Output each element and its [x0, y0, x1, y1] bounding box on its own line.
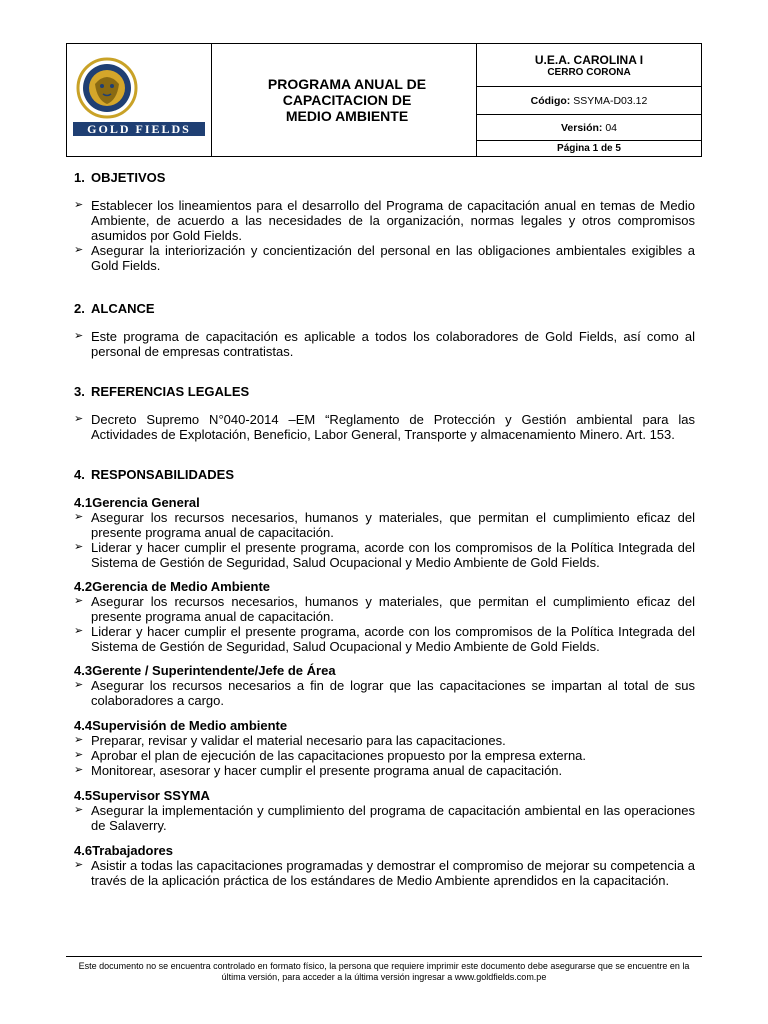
document-info [476, 44, 701, 156]
arrow-bullet-icon: ➢ [74, 625, 84, 637]
arrow-bullet-icon: ➢ [74, 595, 84, 607]
logo-cell [67, 44, 212, 156]
page-number: Página 1 de 5 [557, 143, 621, 154]
unit-name: U.E.A. CAROLINA I [534, 52, 644, 67]
arrow-bullet-icon: ➢ [74, 734, 84, 746]
document-header [66, 43, 702, 157]
title-line-1: PROGRAMA ANUAL DE CAPACITACION DE [267, 76, 427, 108]
list-item: ➢ Asistir a todas las capacitaciones programadas y demostrar el compromiso de mejorar su competencia a través de la aplicación práctica de los estándares de Medio Ambiente aprendidos en la capacitación. [74, 858, 695, 888]
site-name: CERRO CORONA [547, 66, 631, 78]
arrow-bullet-icon: ➢ [74, 804, 84, 816]
list-item: ➢ Liderar y hacer cumplir el presente programa, acorde con los compromisos de la Política Integrada del Sistema de Gestión de Seguridad, Salud Ocupacional y Medio Ambiente de Gold Fields. [74, 624, 695, 654]
list-item: ➢ Asegurar los recursos necesarios a fin de lograr que las capacitaciones se impartan al total de sus colaboradores a cargo. [74, 678, 695, 708]
arrow-bullet-icon: ➢ [74, 511, 84, 523]
subsection-title: 4.6Trabajadores [74, 843, 174, 858]
code-row [477, 87, 701, 115]
list-item: ➢ Decreto Supremo N°040-2014 –EM “Reglamento de Protección y Gestión ambiental para las Actividades de Explotación, Beneficio, Labor General, Transporte y almacenamiento Minero. Art. 153. [74, 412, 695, 442]
unit-row [477, 44, 701, 87]
code-value: SSYMA-D03.12 [573, 94, 648, 107]
list-item: ➢ Asegurar los recursos necesarios, humanos y materiales, que permitan el cumplimiento eficaz del presente programa anual de capacitación. [74, 594, 695, 624]
arrow-bullet-icon: ➢ [74, 330, 84, 342]
list-item: ➢ Preparar, revisar y validar el material necesario para las capacitaciones. [74, 733, 506, 748]
list-item: ➢ Establecer los lineamientos para el desarrollo del Programa de capacitación anual en temas de Medio Ambiente, de acuerdo a las necesidades de la organización, normas legales y otros compromisos asumidos por Gold Fields. [74, 198, 695, 243]
arrow-bullet-icon: ➢ [74, 859, 84, 871]
list-item: ➢ Asegurar la interiorización y concientización del personal en las obligaciones ambientales exigibles a Gold Fields. [74, 243, 695, 273]
version-row [477, 115, 701, 141]
document-body [74, 170, 695, 888]
list-item: ➢ Aprobar el plan de ejecución de las capacitaciones propuesto por la empresa externa. [74, 748, 587, 763]
arrow-bullet-icon: ➢ [74, 749, 84, 761]
version-label: Versión: [560, 121, 603, 134]
arrow-bullet-icon: ➢ [74, 541, 84, 553]
subsection-title: 4.5Supervisor SSYMA [74, 788, 210, 803]
page-row [477, 141, 701, 156]
section-title: 1. OBJETIVOS [74, 170, 166, 185]
arrow-bullet-icon: ➢ [74, 199, 84, 211]
list-item: ➢ Monitorear, asesorar y hacer cumplir el presente programa anual de capacitación. [74, 763, 563, 778]
document-footer [66, 956, 702, 983]
subsection-title: 4.3Gerente / Superintendente/Jefe de Área [74, 663, 336, 678]
list-item: ➢ Liderar y hacer cumplir el presente programa, acorde con los compromisos de la Política Integrada del Sistema de Gestión de Seguridad, Salud Ocupacional y Medio Ambiente de Gold Fields. [74, 540, 695, 570]
subsection-title: 4.1Gerencia General [74, 495, 200, 510]
list-item: ➢ Asegurar la implementación y cumplimiento del programa de capacitación ambiental en las operaciones de Salaverry. [74, 803, 695, 833]
subsection-title: 4.4Supervisión de Medio ambiente [74, 718, 288, 733]
arrow-bullet-icon: ➢ [74, 413, 84, 425]
document-title [212, 44, 476, 156]
subsection-title: 4.2Gerencia de Medio Ambiente [74, 579, 271, 594]
code-label: Código: [530, 94, 571, 107]
arrow-bullet-icon: ➢ [74, 679, 84, 691]
version-value: 04 [605, 121, 618, 134]
list-item: ➢ Este programa de capacitación es aplicable a todos los colaboradores de Gold Fields, así como al personal de empresas contratistas. [74, 329, 695, 359]
footer-line-2: última versión, para acceder a la última versión ingresar a www.goldfields.com.pe [221, 972, 547, 982]
arrow-bullet-icon: ➢ [74, 764, 84, 776]
footer-line-1: Este documento no se encuentra controlado en formato físico, la persona que requiere imprimir este documento debe asegurarse que se encuentre en la [78, 961, 690, 971]
section-title: 4. RESPONSABILIDADES [74, 467, 235, 482]
section-title: 2. ALCANCE [74, 301, 155, 316]
section-title: 3. REFERENCIAS LEGALES [74, 384, 250, 399]
list-item: ➢ Asegurar los recursos necesarios, humanos y materiales, que permitan el cumplimiento eficaz del presente programa anual de capacitación. [74, 510, 695, 540]
logo-wordmark: GOLD FIELDS [87, 122, 191, 136]
title-line-2: MEDIO AMBIENTE [285, 108, 409, 124]
gold-fields-logo [67, 44, 211, 156]
arrow-bullet-icon: ➢ [74, 244, 84, 256]
